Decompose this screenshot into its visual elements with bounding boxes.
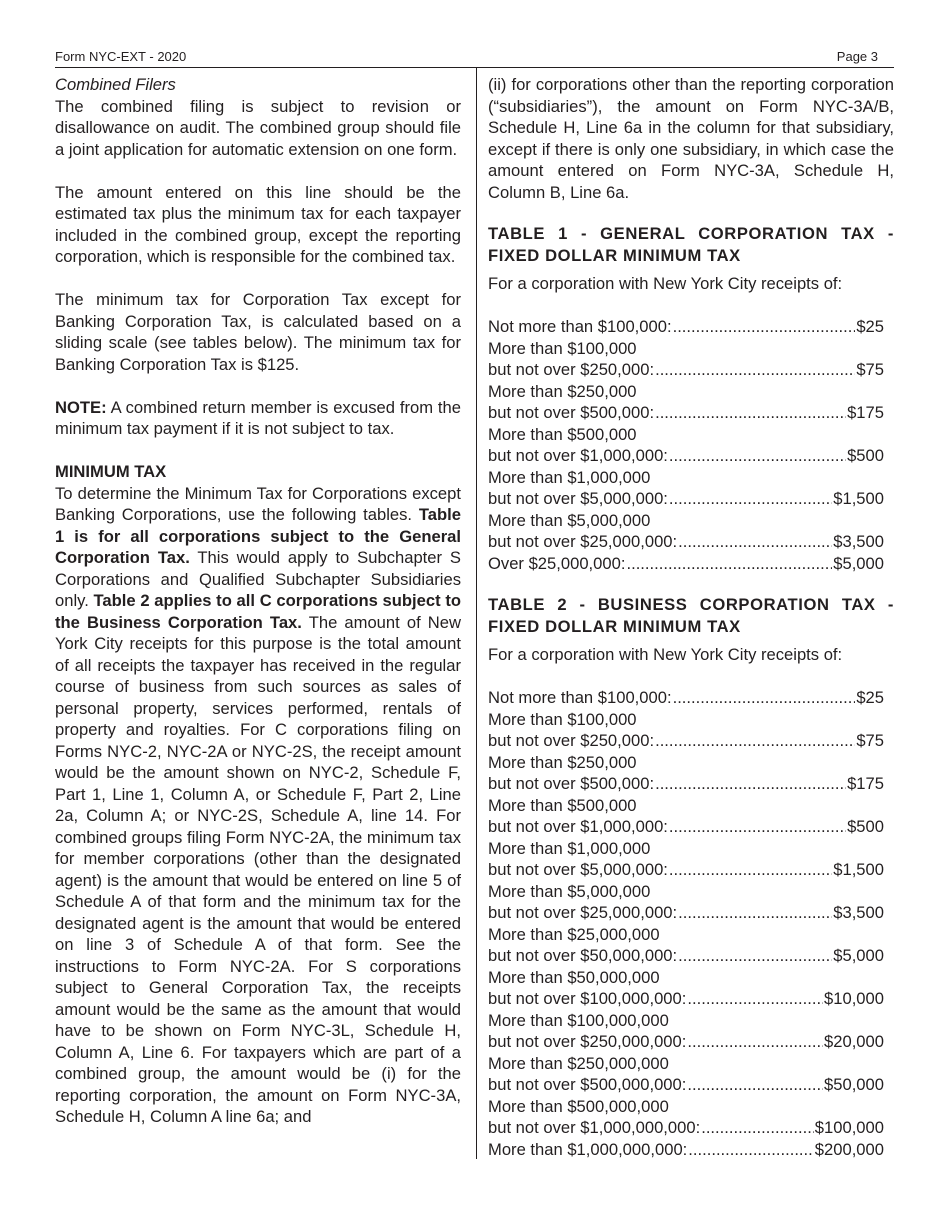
row-label: but not over $500,000,000: [488, 1075, 687, 1094]
dot-leader [687, 1074, 823, 1096]
dot-leader [669, 488, 832, 510]
table-row [488, 1074, 884, 1096]
table2-intro: For a corporation with New York City receipts of: [488, 645, 843, 664]
row-label: but not over $100,000,000: [488, 989, 687, 1008]
row-amount: $175 [847, 774, 884, 793]
dot-leader [687, 988, 823, 1010]
threshold-line: More than $500,000 [488, 795, 637, 815]
table-row [488, 902, 884, 924]
table-row [488, 488, 884, 510]
subsidiaries-paragraph: (ii) for corporations other than the reporting corporation (“subsidiaries”), the amount on Form NYC-3A/B, Schedule H, Line 6a in the column for that subsidiary, except if there is only one subsidiary, in which case the amount entered on Form NYC-3A, Schedule H, Column B, Line 6a. [488, 75, 894, 202]
table-row [488, 988, 884, 1010]
threshold-line: More than $500,000,000 [488, 1096, 669, 1116]
table-row [488, 773, 884, 795]
row-amount: $75 [856, 360, 884, 379]
threshold-line: More than $100,000,000 [488, 1010, 669, 1030]
row-amount: $1,500 [833, 860, 884, 879]
estimated-tax-paragraph: The amount entered on this line should be the estimated tax plus the minimum tax for each taxpayer included in the combined group, except the reporting corporation, which is responsible for the combined tax. [55, 182, 461, 266]
header-rule [55, 67, 894, 68]
threshold-line: More than $1,000,000 [488, 838, 651, 858]
row-label: but not over $1,000,000,000: [488, 1118, 701, 1137]
row-label: but not over $500,000: [488, 774, 655, 793]
threshold-line: More than $50,000,000 [488, 967, 660, 987]
table-row [488, 445, 884, 467]
row-label: Over $25,000,000: [488, 553, 626, 573]
threshold-line: More than $250,000 [488, 381, 637, 401]
minimum-tax-scale-paragraph: The minimum tax for Corporation Tax except for Banking Corporation Tax, is calculated based on a sliding scale (see tables below). The minimum tax for Banking Corporation Tax is $125. [55, 290, 461, 374]
note-label: NOTE: [55, 397, 107, 417]
dot-leader [678, 902, 832, 924]
row-label: Not more than $100,000: [488, 317, 672, 336]
row-label: but not over $1,000,000: [488, 817, 668, 836]
minimum-tax-paragraph [55, 483, 461, 1128]
left-column [55, 74, 461, 1128]
dot-leader [655, 773, 846, 795]
table-row [488, 553, 884, 575]
threshold-line: More than $25,000,000 [488, 924, 660, 944]
mt-table1-note: Table 1 is for all corporations subject to the General Corporation Tax. [55, 505, 461, 567]
row-label: More than $1,000,000,000: [488, 1139, 688, 1159]
dot-leader [673, 316, 856, 338]
row-amount: $175 [847, 403, 884, 422]
dot-leader [669, 445, 846, 467]
row-label: but not over $500,000: [488, 403, 655, 422]
table-row [488, 730, 884, 752]
table1-title: TABLE 1 - GENERAL CORPORATION TAX - FIXED DOLLAR MINIMUM TAX [488, 224, 894, 265]
row-amount: $75 [856, 731, 884, 750]
table-row [488, 316, 884, 338]
row-amount: $3,500 [833, 532, 884, 551]
dot-leader [626, 553, 832, 575]
dot-leader [655, 730, 855, 752]
row-label: but not over $250,000: [488, 731, 655, 750]
row-label: but not over $50,000,000: [488, 946, 678, 965]
dot-leader [655, 359, 855, 381]
table1 [488, 316, 894, 574]
table-row [488, 1031, 884, 1053]
dot-leader [678, 531, 832, 553]
row-amount: $500 [847, 817, 884, 836]
table-row [488, 859, 884, 881]
threshold-line: More than $100,000 [488, 709, 637, 729]
threshold-line: More than $500,000 [488, 424, 637, 444]
row-amount: $3,500 [833, 903, 884, 922]
row-label: but not over $1,000,000: [488, 446, 668, 465]
table-row [488, 687, 884, 709]
row-label: but not over $25,000,000: [488, 903, 678, 922]
dot-leader [673, 687, 856, 709]
combined-filers-heading: Combined Filers [55, 75, 176, 94]
row-amount: $20,000 [824, 1032, 884, 1051]
threshold-line: More than $250,000,000 [488, 1053, 669, 1073]
row-label: but not over $5,000,000: [488, 860, 668, 879]
row-label: but not over $25,000,000: [488, 532, 678, 551]
row-amount: $100,000 [814, 1118, 884, 1137]
row-amount: $5,000 [833, 946, 884, 965]
row-amount: $50,000 [824, 1075, 884, 1094]
note-text: A combined return member is excused from the minimum tax payment if it is not subject to tax. [55, 397, 461, 438]
dot-leader [669, 859, 832, 881]
table1-intro: For a corporation with New York City receipts of: [488, 274, 843, 293]
mt-text-c: This would apply to Subchapter S Corporations and Qualified Subchapter Subsidiaries only. [55, 548, 462, 610]
dot-leader [687, 1031, 823, 1053]
page-number: Page 3 [836, 49, 878, 64]
column-divider [476, 68, 477, 1159]
dot-leader [655, 402, 846, 424]
dot-leader [701, 1117, 814, 1139]
table-row [488, 402, 884, 424]
dot-leader [688, 1139, 814, 1161]
row-amount: $25 [856, 688, 884, 707]
row-label: but not over $250,000: [488, 360, 655, 379]
row-amount: $500 [847, 446, 884, 465]
row-amount: $200,000 [814, 1139, 884, 1159]
table-row [488, 359, 884, 381]
dot-leader [678, 945, 832, 967]
minimum-tax-heading: MINIMUM TAX [55, 462, 167, 481]
row-amount: $10,000 [824, 989, 884, 1008]
mt-text-e: The amount of New York City receipts for this purpose is the total amount of all receipts the taxpayer has received in the regular course of business from such sources as sales of personal property, services performed, rentals of property and royalties. For C corporations filing on Forms NYC-2, NYC-2A or NYC-2S, the receipt amount would be the amount shown on NYC-2, Schedule F, Part 1, Line 1, Column A, or Schedule F, Part 2, Line 2a, Column A; or NYC-2S, Schedule A, line 14. For combined groups filing Form NYC-2A, the minimum tax for member corporations (other than the designated agent) is the amount that would be entered on line 5 of Schedule A of that form and the minimum tax for the designated agent is the amount that would be entered on line 3 of Schedule A of that form. See the instructions to Form NYC-2A. For S corporations subject to General Corporation Tax, the receipts amount would be the same as the amount that would have to be shown on Form NYC-3L, Schedule H, Column A, Line 6. For taxpayers which are part of a combined group, the amount would be (i) for the reporting corporation, the amount on Form NYC-3A, Schedule H, Column A line 6a; and [55, 612, 461, 1126]
form-title: Form NYC-EXT - 2020 [55, 49, 187, 64]
threshold-line: More than $5,000,000 [488, 881, 651, 901]
table-row [488, 1117, 884, 1139]
table-row [488, 1139, 884, 1161]
table2 [488, 687, 894, 1160]
row-label: but not over $250,000,000: [488, 1032, 687, 1051]
note-paragraph [55, 397, 461, 440]
row-amount: $25 [856, 317, 884, 336]
right-column [488, 74, 894, 1160]
threshold-line: More than $1,000,000 [488, 467, 651, 487]
row-amount: $1,500 [833, 489, 884, 508]
mt-text-a: To determine the Minimum Tax for Corporations except Banking Corporations, use the following tables. [55, 483, 461, 524]
dot-leader [669, 816, 846, 838]
combined-filing-paragraph: The combined filing is subject to revision or disallowance on audit. The combined group should file a joint application for automatic extension on one form. [55, 96, 461, 159]
table2-title: TABLE 2 - BUSINESS CORPORATION TAX - FIXED DOLLAR MINIMUM TAX [488, 595, 894, 636]
table-row [488, 531, 884, 553]
row-label: Not more than $100,000: [488, 688, 672, 707]
threshold-line: More than $100,000 [488, 338, 637, 358]
threshold-line: More than $250,000 [488, 752, 637, 772]
table-row [488, 816, 884, 838]
mt-table2-note: Table 2 applies to all C corporations subject to the Business Corporation Tax. [55, 591, 461, 632]
threshold-line: More than $5,000,000 [488, 510, 651, 530]
row-label: but not over $5,000,000: [488, 489, 668, 508]
row-amount: $5,000 [833, 553, 884, 573]
table-row [488, 945, 884, 967]
